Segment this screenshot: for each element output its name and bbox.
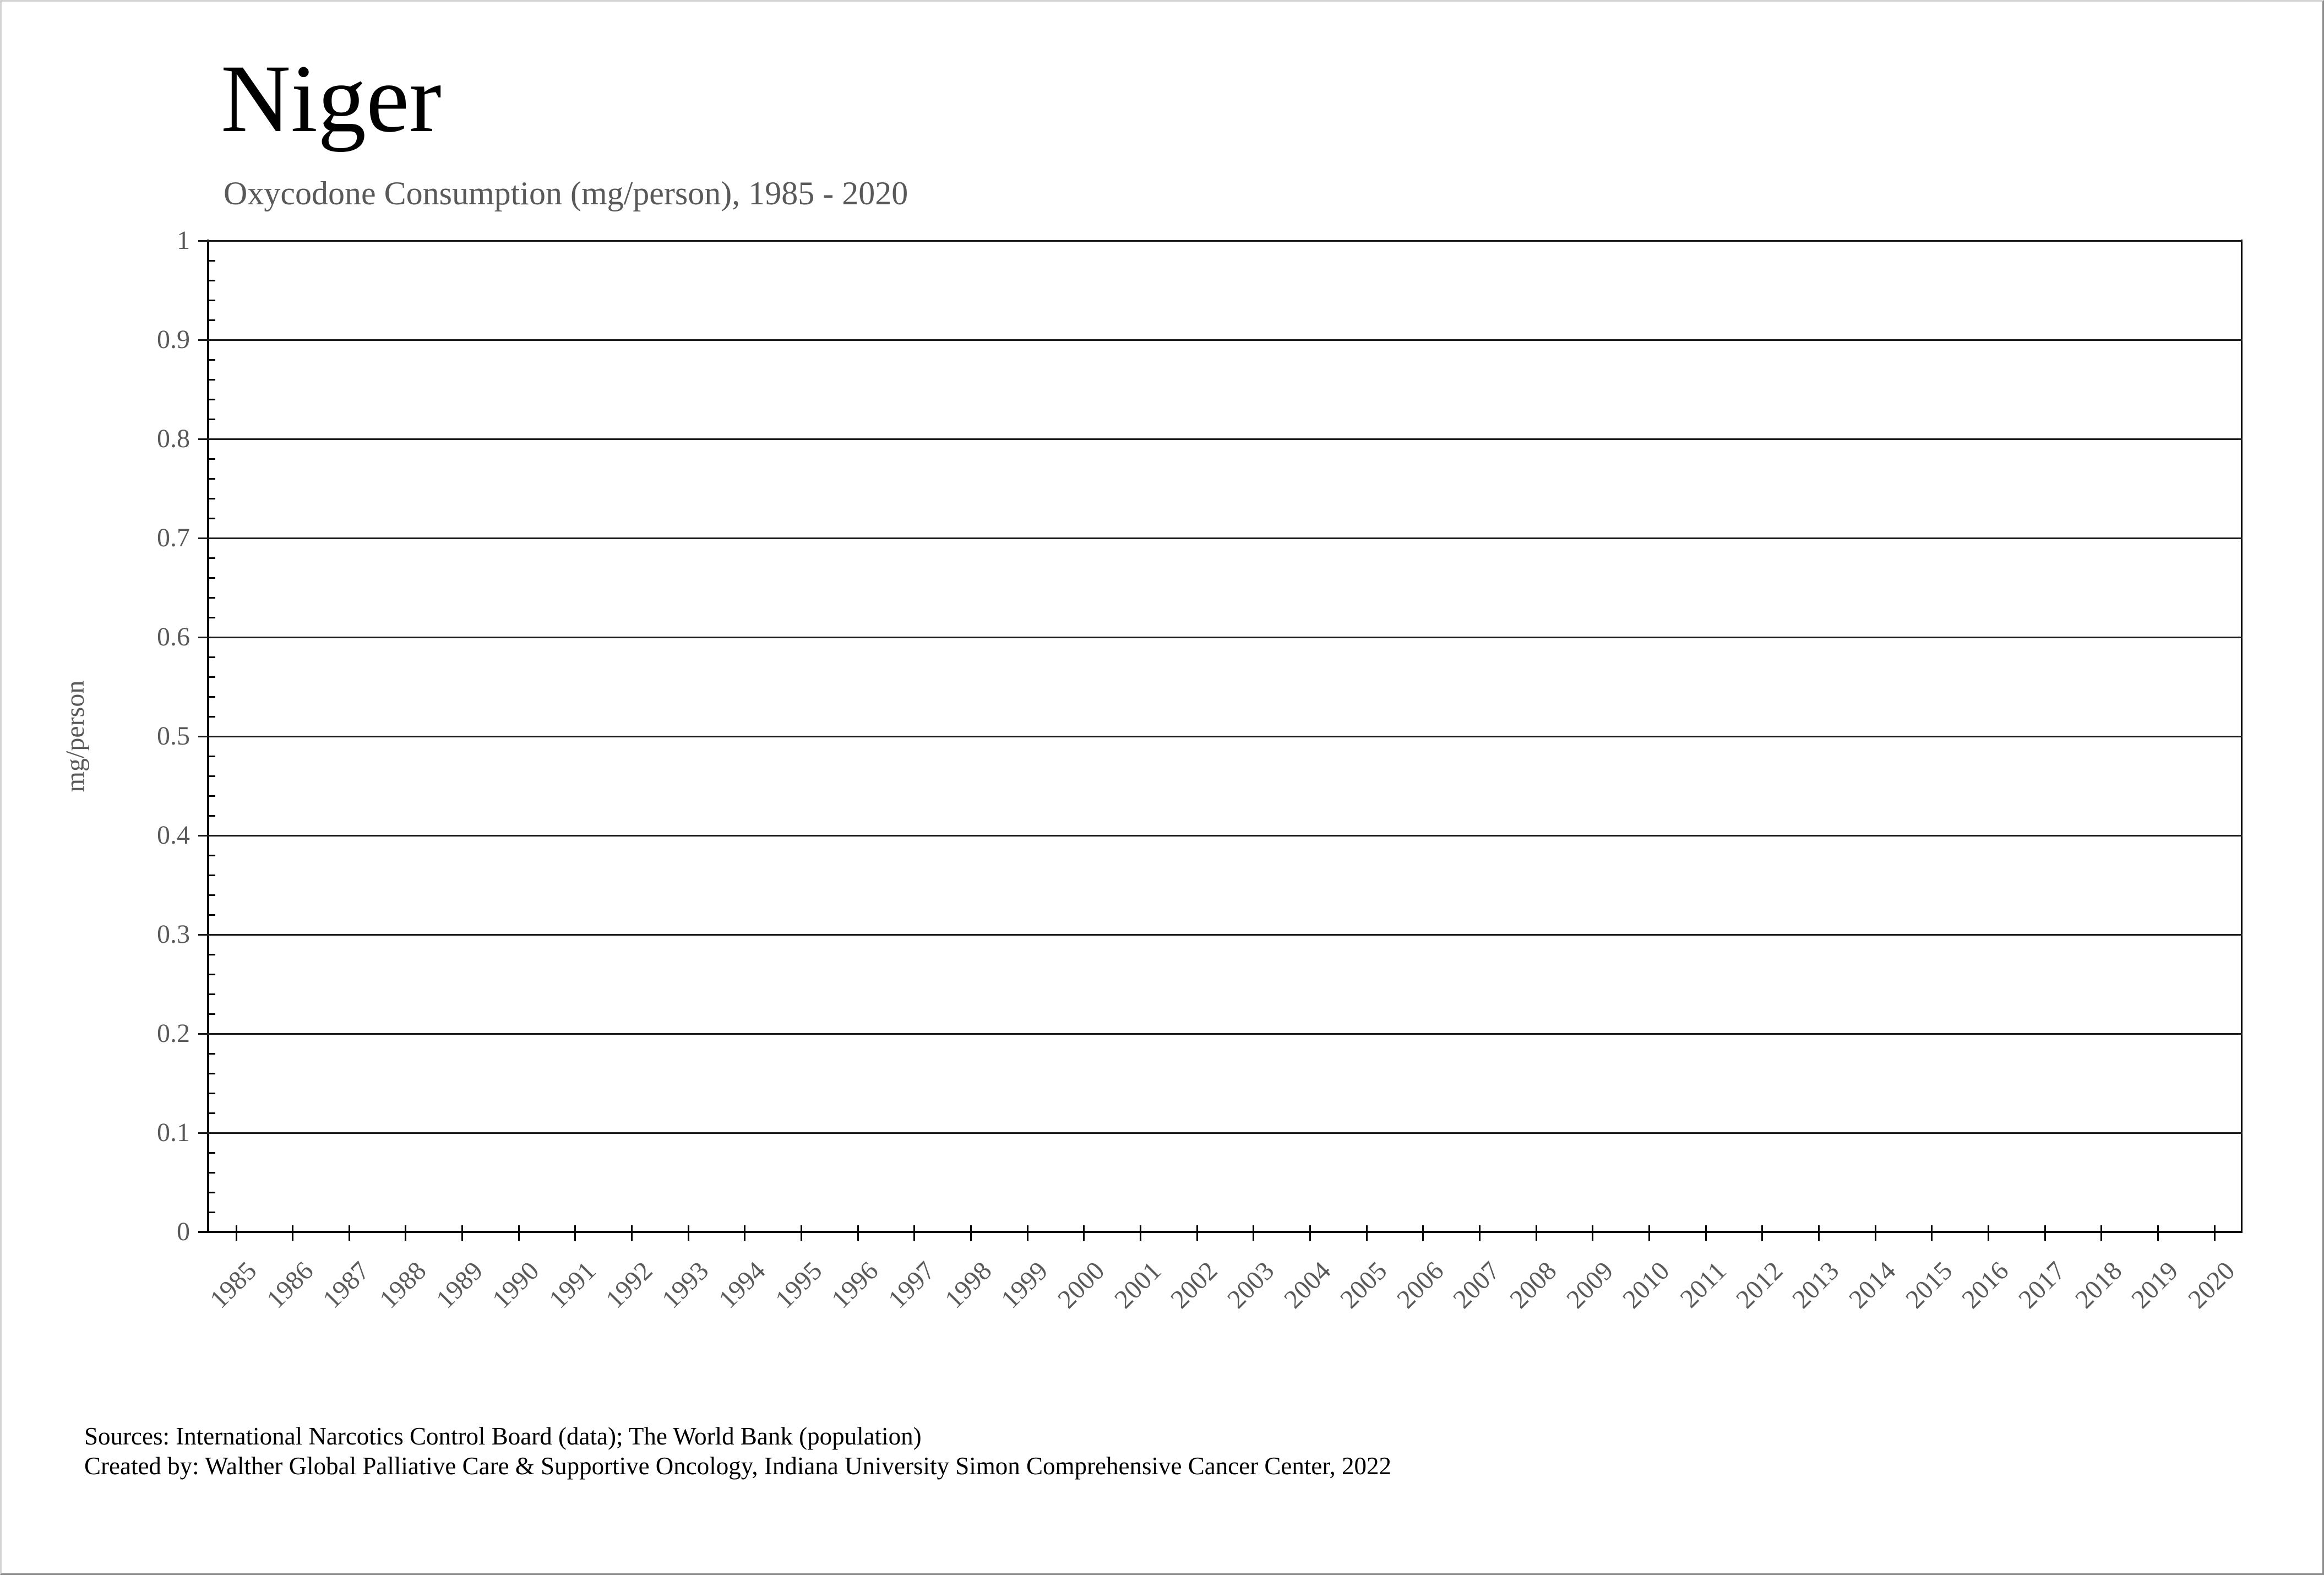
y-minor-tick xyxy=(209,319,215,321)
x-tick xyxy=(1592,1225,1593,1241)
x-tick-label: 2013 xyxy=(1787,1256,1845,1315)
y-minor-tick xyxy=(209,577,215,579)
y-minor-tick xyxy=(209,1093,215,1094)
y-minor-tick xyxy=(209,597,215,599)
sources-line: Sources: International Narcotics Control Board (data); The World Bank (population) xyxy=(84,1422,922,1450)
y-minor-tick xyxy=(209,954,215,955)
x-tick-label: 1999 xyxy=(995,1256,1054,1315)
x-tick-label: 1989 xyxy=(430,1256,488,1315)
x-tick-label: 2002 xyxy=(1165,1256,1223,1315)
y-minor-tick xyxy=(209,1112,215,1114)
x-tick-label: 1985 xyxy=(204,1256,263,1315)
y-minor-tick xyxy=(209,716,215,718)
y-gridline xyxy=(198,1132,2243,1134)
x-tick-label: 1996 xyxy=(826,1256,884,1315)
y-minor-tick xyxy=(209,518,215,519)
y-minor-tick xyxy=(209,1073,215,1074)
x-tick xyxy=(801,1225,802,1241)
x-tick xyxy=(518,1225,520,1241)
y-minor-tick xyxy=(209,260,215,262)
x-tick xyxy=(744,1225,745,1241)
x-tick xyxy=(1875,1225,1876,1241)
x-tick-label: 1991 xyxy=(543,1256,602,1315)
x-tick xyxy=(2157,1225,2159,1241)
y-minor-tick xyxy=(209,478,215,480)
x-tick-label: 2017 xyxy=(2013,1256,2071,1315)
x-tick xyxy=(1648,1225,1650,1241)
x-tick xyxy=(2044,1225,2046,1241)
y-minor-tick xyxy=(209,280,215,281)
y-tick-label: 0.6 xyxy=(157,622,190,651)
x-tick-label: 2010 xyxy=(1617,1256,1675,1315)
x-tick-label: 1992 xyxy=(600,1256,658,1315)
y-minor-tick xyxy=(209,875,215,876)
x-tick xyxy=(1761,1225,1763,1241)
x-tick-label: 2005 xyxy=(1335,1256,1393,1315)
x-tick xyxy=(1988,1225,1989,1241)
x-tick xyxy=(1479,1225,1481,1241)
y-minor-tick xyxy=(209,795,215,797)
y-minor-tick xyxy=(209,756,215,757)
y-minor-tick xyxy=(209,656,215,658)
y-minor-tick xyxy=(209,1192,215,1193)
y-minor-tick xyxy=(209,775,215,777)
y-gridline xyxy=(198,835,2243,837)
x-tick-label: 2006 xyxy=(1391,1256,1450,1315)
x-tick-label: 2020 xyxy=(2182,1256,2241,1315)
y-minor-tick xyxy=(209,993,215,995)
y-gridline xyxy=(198,438,2243,440)
chart-title: Niger xyxy=(221,45,442,153)
x-tick xyxy=(1366,1225,1368,1241)
y-tick-label: 0 xyxy=(177,1217,190,1246)
x-tick xyxy=(688,1225,689,1241)
x-tick-label: 2016 xyxy=(1956,1256,2015,1315)
y-tick-label: 0.4 xyxy=(157,821,190,850)
x-tick-label: 2012 xyxy=(1730,1256,1789,1315)
x-tick xyxy=(857,1225,859,1241)
y-minor-tick xyxy=(209,399,215,400)
x-tick-label: 2003 xyxy=(1221,1256,1280,1315)
y-minor-tick xyxy=(209,1212,215,1213)
x-tick-label: 2001 xyxy=(1108,1256,1167,1315)
y-minor-tick xyxy=(209,419,215,420)
x-tick xyxy=(2100,1225,2102,1241)
y-gridline xyxy=(198,537,2243,539)
y-tick-label: 0.9 xyxy=(157,325,190,354)
x-tick xyxy=(349,1225,350,1241)
x-tick-label: 2015 xyxy=(1900,1256,1958,1315)
x-tick-label: 2019 xyxy=(2126,1256,2184,1315)
y-minor-tick xyxy=(209,379,215,381)
y-gridline xyxy=(198,934,2243,936)
y-axis-title: mg/person xyxy=(61,680,90,792)
x-tick-label: 2018 xyxy=(2069,1256,2128,1315)
x-tick xyxy=(1536,1225,1537,1241)
x-tick-label: 2014 xyxy=(1843,1256,1902,1315)
y-minor-tick xyxy=(209,855,215,856)
y-minor-tick xyxy=(209,696,215,698)
x-tick-label: 1988 xyxy=(373,1256,432,1315)
x-tick-label: 1994 xyxy=(712,1256,771,1315)
y-minor-tick xyxy=(209,359,215,361)
x-tick xyxy=(292,1225,293,1241)
x-tick-label: 2011 xyxy=(1674,1256,1732,1313)
x-tick xyxy=(1818,1225,1820,1241)
chart-subtitle: Oxycodone Consumption (mg/person), 1985 - 2020 xyxy=(224,175,908,211)
x-tick-label: 2000 xyxy=(1052,1256,1111,1315)
y-gridline xyxy=(198,1033,2243,1035)
y-tick-label: 0.3 xyxy=(157,920,190,949)
y-gridline xyxy=(198,240,2243,242)
x-tick-label: 1995 xyxy=(769,1256,828,1315)
x-tick-label: 1998 xyxy=(939,1256,997,1315)
x-axis-line xyxy=(198,1231,2243,1233)
x-tick xyxy=(1253,1225,1254,1241)
x-tick xyxy=(1931,1225,1933,1241)
x-tick-label: 1987 xyxy=(317,1256,375,1315)
y-minor-tick xyxy=(209,498,215,499)
y-tick-label: 0.8 xyxy=(157,424,190,453)
y-minor-tick xyxy=(209,557,215,559)
y-minor-tick xyxy=(209,1053,215,1055)
y-minor-tick xyxy=(209,1172,215,1174)
created-line: Created by: Walther Global Palliative Care & Supportive Oncology, Indiana University Simon Comprehensive Cancer Center, 2022 xyxy=(84,1452,1392,1480)
x-tick xyxy=(1140,1225,1141,1241)
x-tick-label: 1997 xyxy=(882,1256,941,1315)
y-tick-label: 0.5 xyxy=(157,721,190,751)
x-tick-label: 1993 xyxy=(656,1256,715,1315)
y-tick-label: 1 xyxy=(177,226,190,255)
x-tick xyxy=(970,1225,972,1241)
x-tick-label: 2009 xyxy=(1560,1256,1619,1315)
y-minor-tick xyxy=(209,974,215,975)
y-minor-tick xyxy=(209,617,215,618)
x-tick xyxy=(405,1225,406,1241)
x-tick xyxy=(631,1225,633,1241)
y-minor-tick xyxy=(209,1013,215,1015)
y-tick-label: 0.1 xyxy=(157,1118,190,1147)
x-tick xyxy=(1196,1225,1198,1241)
x-tick-label: 1990 xyxy=(487,1256,545,1315)
x-tick xyxy=(1422,1225,1424,1241)
y-minor-tick xyxy=(209,300,215,301)
x-tick xyxy=(1705,1225,1707,1241)
y-minor-tick xyxy=(209,458,215,460)
y-tick-label: 0.7 xyxy=(157,523,190,552)
x-tick-label: 1986 xyxy=(260,1256,319,1315)
x-tick-label: 2008 xyxy=(1504,1256,1563,1315)
x-tick-label: 2004 xyxy=(1278,1256,1336,1315)
x-tick xyxy=(1027,1225,1028,1241)
y-minor-tick xyxy=(209,815,215,817)
y-gridline xyxy=(198,736,2243,737)
y-minor-tick xyxy=(209,676,215,678)
x-tick xyxy=(1309,1225,1311,1241)
x-tick xyxy=(236,1225,237,1241)
y-minor-tick xyxy=(209,1152,215,1154)
y-tick-label: 0.2 xyxy=(157,1019,190,1048)
y-minor-tick xyxy=(209,894,215,896)
y-gridline xyxy=(198,339,2243,341)
x-tick xyxy=(461,1225,463,1241)
y-gridline xyxy=(198,637,2243,638)
x-tick xyxy=(574,1225,576,1241)
x-tick xyxy=(2214,1225,2216,1241)
x-tick xyxy=(1083,1225,1085,1241)
x-tick xyxy=(913,1225,915,1241)
footer xyxy=(84,1421,1391,1481)
y-minor-tick xyxy=(209,914,215,916)
x-tick-label: 2007 xyxy=(1447,1256,1506,1315)
